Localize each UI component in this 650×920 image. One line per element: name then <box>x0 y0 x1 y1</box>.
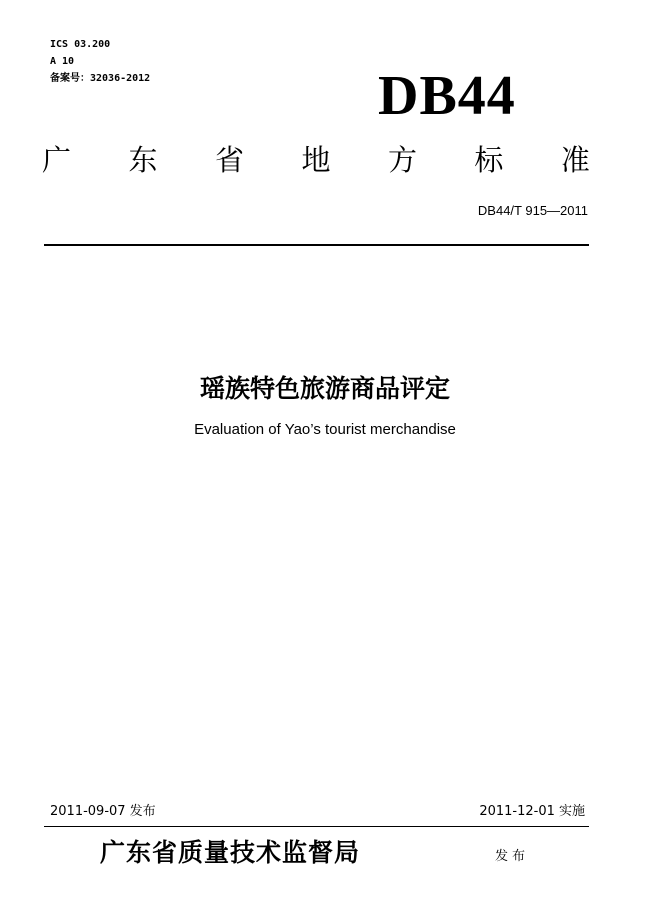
standard-number: DB44/T 915—2011 <box>477 203 588 218</box>
issue-date: 2011-09-07 发布 <box>50 804 156 819</box>
standard-type-char: 标 <box>474 143 504 177</box>
standard-type-char: 准 <box>560 143 590 177</box>
title-chinese: 瑶族特色旅游商品评定 <box>199 374 450 403</box>
standard-type-heading <box>42 140 590 180</box>
standard-type-char: 广 <box>42 143 72 177</box>
standard-type-char: 地 <box>301 143 331 177</box>
record-number: 备案号：32036-2012 <box>50 73 151 84</box>
publish-label: 发布 <box>495 849 530 864</box>
title-english: Evaluation of Yao’s tourist merchandise <box>194 421 456 438</box>
bottom-divider <box>44 826 589 827</box>
standard-type-char: 东 <box>128 143 158 177</box>
classification-code: A 10 <box>50 56 75 67</box>
implementation-date: 2011-12-01 实施 <box>479 804 585 819</box>
top-divider <box>44 244 589 246</box>
ics-code: ICS 03.200 <box>50 39 111 50</box>
issuing-authority: 广东省质量技术监督局 <box>100 838 361 867</box>
standard-type-char: 省 <box>214 143 244 177</box>
db44-logo: DB44 <box>378 65 516 127</box>
standard-type-char: 方 <box>387 143 417 177</box>
